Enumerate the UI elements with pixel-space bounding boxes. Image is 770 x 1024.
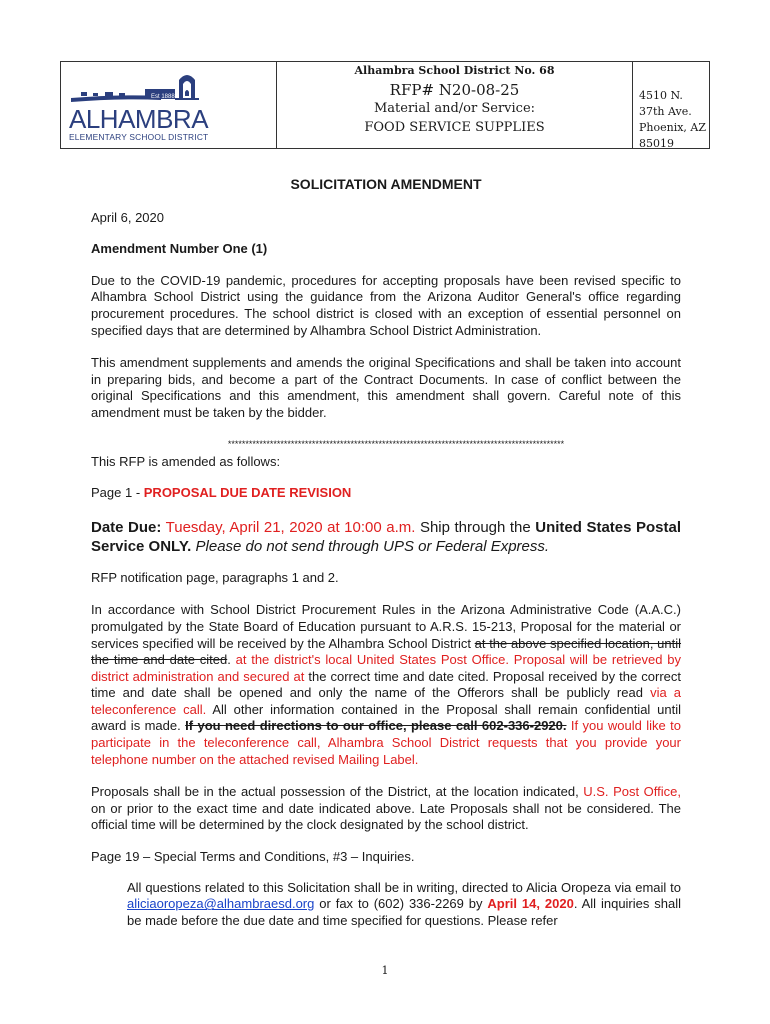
p3-text-c: the correct time and date cited. Proposal received by the correct time and date shall be opened and only the name of the Offerors shall be publicly read: [91, 668, 681, 701]
district-address: [632, 62, 709, 148]
address-line1: 4510 N. 37th Ave.: [639, 89, 692, 118]
district-name: Alhambra School District No. 68: [354, 64, 555, 77]
amendment-paragraph: This amendment supplements and amends the original Specifications and shall be taken into account in preparing bids, and become a part of the Contract Documents. In case of conflict between the original Specifications and this amendment, this amendment shall govern. Careful note of this amendment must be taken by the bidder.: [91, 355, 681, 420]
amendment-heading: Amendment Number One (1): [91, 241, 268, 257]
page1-prefix: Page 1 -: [91, 485, 144, 501]
p5-text-b: or fax to (602) 336-2269 by: [314, 896, 488, 912]
ship-carrier: United States Postal Service ONLY.: [91, 518, 682, 555]
p3-struck-location: at the above specified location, until the time and date cited: [91, 635, 682, 668]
header-center: [277, 62, 632, 148]
document-date: April 6, 2020: [91, 209, 164, 225]
p3-text-d: All other information contained in the Proposal shall remain confidential until award is made.: [91, 701, 681, 734]
inquiry-deadline: April 14, 2020: [487, 896, 574, 912]
p4-post-office: U.S. Post Office,: [583, 784, 681, 800]
page1-revision: PROPOSAL DUE DATE REVISION: [143, 485, 352, 501]
separator-line: ************************************************************************************************: [227, 438, 565, 449]
document-title: SOLICITATION AMENDMENT: [290, 176, 482, 192]
possession-paragraph: [91, 784, 681, 834]
logo-established: Est 1888: [151, 94, 175, 100]
address-line2: Phoenix, AZ 85019: [639, 121, 707, 150]
p3-struck-directions: If you need directions to our office, please call 602-336-2920.: [185, 718, 567, 734]
p5-text-c: . All inquiries shall be made before the due date and time specified for questions. Please refer: [127, 896, 682, 928]
service-name: FOOD SERVICE SUPPLIES: [364, 120, 545, 135]
page-number: 1: [381, 964, 389, 977]
date-due-paragraph: [91, 518, 681, 556]
rfp-notification: RFP notification page, paragraphs 1 and 2.: [91, 569, 339, 585]
material-label: Material and/or Service:: [373, 101, 536, 116]
p3-text-b: .: [227, 652, 236, 668]
district-logo: [61, 62, 277, 148]
ship-warning: Please do not send through UPS or Federal Express.: [195, 537, 550, 555]
procurement-paragraph: [91, 602, 681, 768]
contact-email-link[interactable]: aliciaoropeza@alhambraesd.org: [127, 896, 315, 912]
p3-phone-request: If you would like to participate in the teleconference call, Alhambra School District requests that you provide your telephone number on the attached revised Mailing Label.: [91, 718, 682, 767]
inquiries-paragraph: [91, 880, 681, 930]
amended-intro: This RFP is amended as follows:: [91, 453, 281, 469]
rfp-number: RFP# N20-08-25: [389, 81, 520, 99]
page1-revision-line: [91, 485, 681, 502]
logo-wordmark: ALHAMBRA: [69, 104, 209, 134]
ship-text: Ship through the: [419, 518, 531, 536]
date-due-value: Tuesday, April 21, 2020 at 10:00 a.m.: [165, 518, 416, 536]
date-due-label: Date Due:: [91, 518, 162, 536]
p4-text-a: Proposals shall be in the actual possession of the District, at the location indicated,: [91, 784, 584, 800]
covid-paragraph: Due to the COVID-19 pandemic, procedures for accepting proposals have been revised specific to Alhambra School District using the guidance from the Arizona Auditor General's office regarding procurement procedures. The school district is closed with an exception of essential personnel on specified days that are determined by Alhambra School District Administration.: [91, 272, 681, 338]
letterhead: [60, 61, 710, 149]
page19-heading: Page 19 – Special Terms and Conditions, #3 – Inquiries.: [91, 849, 415, 865]
p3-text-a: In accordance with School District Procurement Rules in the Arizona Administrative Code (A.A.C.) promulgated by the State Board of Education pursuant to A.R.S. 15-213, Proposal for the material or services specified will be received by the Alhambra School District: [91, 602, 681, 651]
logo-subtitle: ELEMENTARY SCHOOL DISTRICT: [69, 132, 209, 142]
p5-text-a: All questions related to this Solicitation shall be in writing, directed to Alicia Oropeza via email to: [127, 879, 681, 895]
p3-post-office: at the district's local United States Post Office. Proposal will be retrieved by district administration and secured at: [91, 652, 682, 684]
document-body: [91, 176, 681, 929]
p3-teleconference: via a teleconference call.: [91, 685, 682, 717]
p4-text-b: on or prior to the exact time and date indicated above. Late Proposals shall not be considered. The official time will be determined by the clock designated by the school district.: [91, 800, 681, 833]
